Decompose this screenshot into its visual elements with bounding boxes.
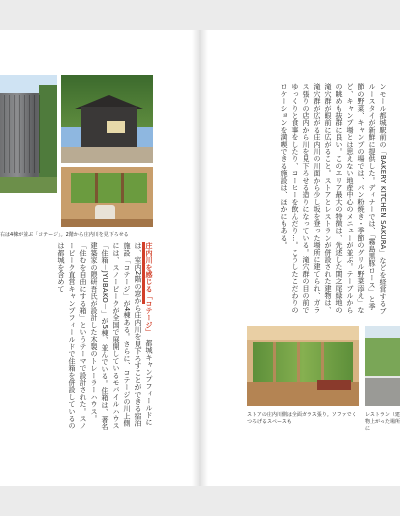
right-body-text: ンモール都城駅前の「BAKERY KITCHEN SAKURA」などを経営するブルースタイが新鮮に提供した。ディナーでは、「霧島黒豚ロース」と季節の野菜、キャンプの場では、パン粉焼き・季節のグリル野菜添え」など、キャンプ場とは思えない地産中心のメニューが並ぶ。テーブルからの眺めも抜群に良い。このエリア最大の特徴は、先述した関之尾緑地の滝穴群が眼前に広がること。ストアとレストランが併設された建物は、滝穴群が広がる庄内川の川面から少し坂を登った場所に建てられ、ガラス張りの店内から川を見下ろせる造りになっている。滝穴群の目の前でゆっくりと食事をしたり、コーヒーを飲んだり…。こうしたこだわりのロケーションを満喫できる施設は、ほかにもある。 [280,83,387,315]
cabin-interior-photo [61,167,153,227]
cabin-photo-caption: 右は4棟が並ぶ「コテージ」。2階から庄内川を見下ろせる [0,232,129,238]
cabin-wall-photo [0,75,57,193]
page-gutter [192,30,208,486]
magazine-spread [0,30,400,486]
restaurant-exterior-photo [365,326,400,406]
store-interior-photo [247,326,359,406]
cabin-house-photo [61,75,153,163]
left-body-paragraph: 都城キャンプフィールドには、室内2階の窓から庄内川を見下ろすことができる宿泊施設「コテージ」が4棟ある。さらに、コテージの川上側には、スノーピークが全国で展開しているモバイルハウス「住箱－JYUBAKO－」が5棟、並んでいる。住箱は、著名建築家の隈研吾氏が設計した木製のトレーラーハウス。「住むを自由にする箱」というテーマで設計された。スノーピーク直営キャンプフィールドで住箱を併設しているのは都城を含めて [57,242,153,431]
right-page [202,30,400,486]
exterior-photo-caption: レストラン（建物上がった場所に [365,412,400,432]
left-body-text [4,242,154,432]
store-photo-caption: ストアの庄内川側は全面ガラス張り。ソファでくつろげるスペースも [247,412,357,425]
section-heading: 庄内川を感じる「コテージ」 [145,242,153,333]
left-page [0,30,198,486]
